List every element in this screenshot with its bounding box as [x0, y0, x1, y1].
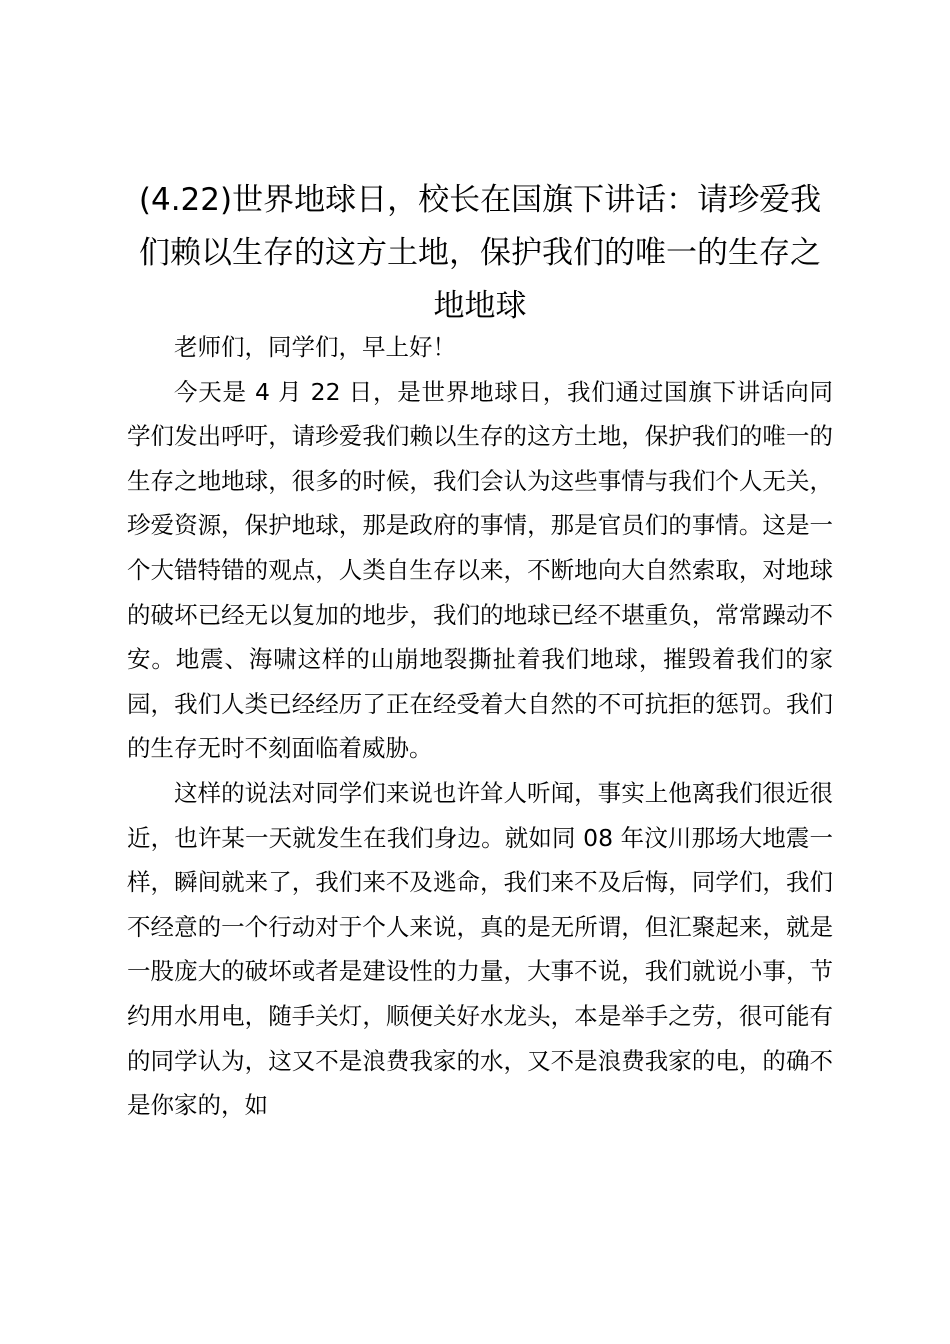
document-body	[127, 325, 833, 1128]
document-title: (4.22)世界地球日，校长在国旗下讲话：请珍爱我们赖以生存的这方土地，保护我们的唯一的生存之地地球	[138, 182, 822, 324]
paragraph-earth-day: 今天是 4 月 22 日，是世界地球日，我们通过国旗下讲话向同学们发出呼吁，请珍爱我们赖以生存的这方土地，保护我们的唯一的生存之地地球，很多的时候，我们会认为这些事情与我们个人无关，珍爱资源，保护地球，那是政府的事情，那是官员们的事情。这是一个大错特错的观点，人类自生存以来，不断地向大自然索取，对地球的破坏已经无以复加的地步，我们的地球已经不堪重负，常常躁动不安。地震、海啸这样的山崩地裂撕扯着我们地球，摧毁着我们的家园，我们人类已经经历了正在经受着大自然的不可抗拒的惩罚。我们的生存无时不刻面临着威胁。	[127, 377, 833, 763]
paragraph-greeting: 老师们，同学们，早上好！	[174, 333, 456, 361]
paragraph-saving-resources: 这样的说法对同学们来说也许耸人听闻，事实上他离我们很近很近，也许某一天就发生在我们身边。就如同 08 年汶川那场大地震一样，瞬间就来了，我们来不及逃命，我们来不及后悔，同学们，我们不经意的一个行动对于个人来说，真的是无所谓，但汇聚起来，就是一股庞大的破坏或者是建设性的力量，大事不说，我们就说小事，节约用水用电，随手关灯，顺便关好水龙头，本是举手之劳，很可能有的同学认为，这又不是浪费我家的水，又不是浪费我家的电，的确不是你家的，如	[127, 778, 833, 1120]
